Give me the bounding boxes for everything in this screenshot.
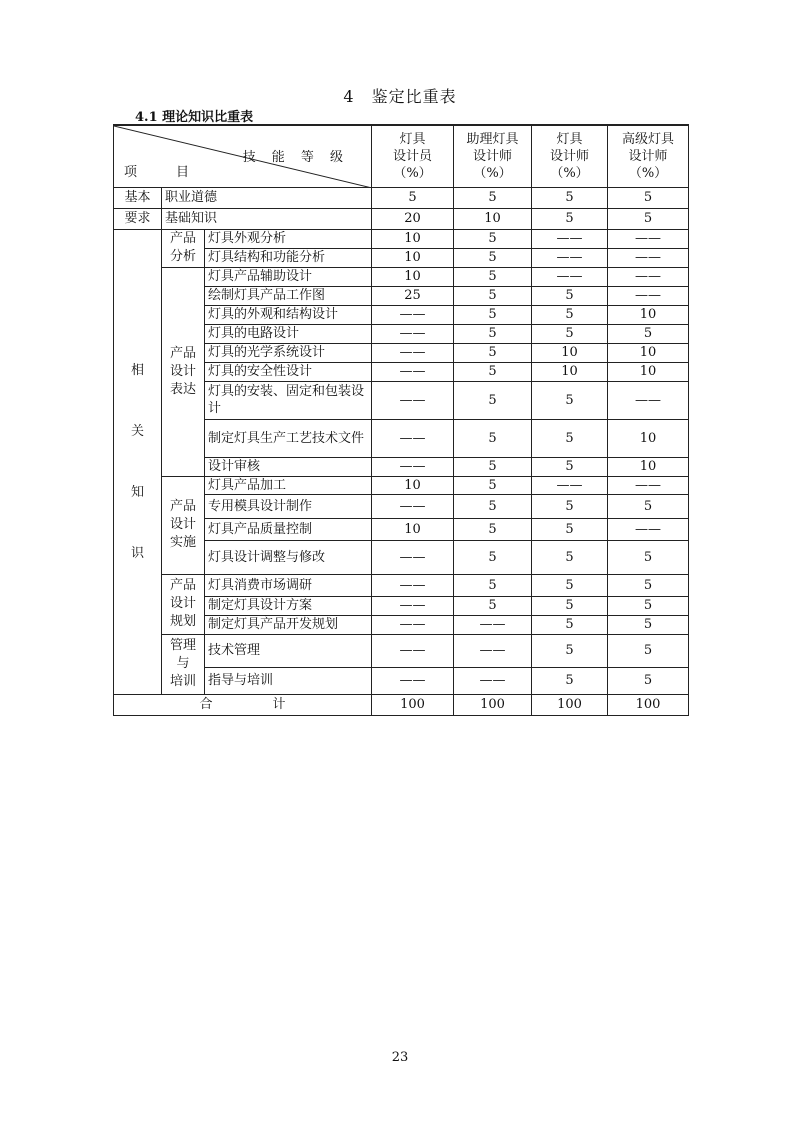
level-line: 设计师 [473, 148, 513, 164]
value-cell: 5 [454, 540, 532, 574]
value-cell: —— [372, 343, 454, 362]
item-label-1: 项 [124, 164, 138, 180]
item-cell: 灯具的电路设计 [205, 324, 372, 343]
item-cell: 制定灯具设计方案 [205, 596, 372, 615]
basic-group-cell: 要求 [114, 208, 162, 229]
value-cell: 10 [608, 457, 689, 476]
value-cell: 10 [372, 476, 454, 494]
section-name-line: 产品 [169, 499, 196, 514]
item-cell: 灯具的光学系统设计 [205, 343, 372, 362]
level-line: （%） [473, 165, 512, 181]
table-row [114, 208, 689, 229]
item-cell: 基础知识 [162, 208, 372, 229]
value-cell: —— [372, 362, 454, 381]
value-cell: 5 [454, 343, 532, 362]
item-cell: 灯具的安装、固定和包装设计 [205, 381, 372, 419]
weight-table [113, 124, 689, 716]
header-corner-cell [114, 125, 372, 187]
header-row [114, 125, 689, 187]
level-line: 灯具 [399, 131, 426, 147]
value-cell: —— [372, 667, 454, 694]
section-name-line: 分析 [169, 249, 196, 264]
item-cell: 灯具的安全性设计 [205, 362, 372, 381]
item-cell: 灯具外观分析 [205, 229, 372, 248]
section-name-line: 设计 [169, 517, 196, 532]
item-cell: 指导与培训 [205, 667, 372, 694]
section-name-cell [162, 267, 205, 476]
value-cell: 5 [454, 457, 532, 476]
section-name-line: 产品 [169, 345, 196, 361]
value-cell: 5 [454, 574, 532, 596]
related-knowledge-label [114, 229, 162, 694]
value-cell: 5 [454, 229, 532, 248]
value-cell: 5 [532, 187, 608, 208]
value-cell: 5 [454, 476, 532, 494]
basic-group-cell: 基本 [114, 187, 162, 208]
value-cell: 5 [454, 494, 532, 518]
item-cell: 灯具产品质量控制 [205, 518, 372, 540]
section-name-cell [162, 634, 205, 694]
section-name-line: 规划 [169, 614, 196, 629]
value-cell: 5 [608, 494, 689, 518]
label-char: 关 [130, 423, 144, 439]
section-name-line: 产品 [169, 231, 196, 246]
value-cell: 5 [454, 286, 532, 305]
value-cell: 10 [372, 229, 454, 248]
total-label-a: 合 [199, 697, 213, 712]
section-name-cell [162, 476, 205, 574]
table-row [114, 634, 689, 667]
item-cell: 绘制灯具产品工作图 [205, 286, 372, 305]
value-cell: 5 [454, 248, 532, 267]
value-cell: 100 [372, 694, 454, 715]
value-cell: 5 [454, 362, 532, 381]
value-cell: 5 [532, 667, 608, 694]
level-line: 设计师 [550, 148, 590, 164]
value-cell: —— [454, 667, 532, 694]
section-name-line: 表达 [169, 381, 196, 397]
value-cell: 5 [608, 540, 689, 574]
value-cell: 5 [608, 208, 689, 229]
value-cell: 10 [372, 248, 454, 267]
level-header [532, 125, 608, 187]
item-cell: 灯具消费市场调研 [205, 574, 372, 596]
value-cell: —— [372, 634, 454, 667]
table-row [114, 476, 689, 494]
value-cell: 5 [608, 324, 689, 343]
value-cell: 100 [532, 694, 608, 715]
item-cell: 技术管理 [205, 634, 372, 667]
section-name-line: 设计 [169, 363, 196, 379]
value-cell: —— [454, 634, 532, 667]
item-cell: 制定灯具产品开发规划 [205, 615, 372, 634]
value-cell: 100 [608, 694, 689, 715]
value-cell: —— [372, 457, 454, 476]
item-cell: 灯具结构和功能分析 [205, 248, 372, 267]
value-cell: 10 [608, 305, 689, 324]
level-header [372, 125, 454, 187]
value-cell: —— [532, 267, 608, 286]
value-cell: 5 [608, 667, 689, 694]
value-cell: 5 [608, 634, 689, 667]
value-cell: —— [372, 305, 454, 324]
table-row [114, 574, 689, 596]
value-cell: 100 [454, 694, 532, 715]
section-name-line: 与 [176, 656, 190, 671]
value-cell: —— [608, 229, 689, 248]
value-cell: 10 [454, 208, 532, 229]
label-char: 知 [130, 484, 144, 500]
value-cell: 5 [454, 324, 532, 343]
value-cell: —— [532, 476, 608, 494]
value-cell: —— [372, 615, 454, 634]
value-cell: 10 [608, 419, 689, 457]
section-name-line: 管理 [169, 638, 196, 653]
total-label [114, 694, 372, 715]
value-cell: —— [608, 267, 689, 286]
level-line: 设计师 [628, 148, 668, 164]
value-cell: 5 [454, 518, 532, 540]
page-number: 23 [391, 1050, 409, 1065]
table-row [114, 267, 689, 286]
value-cell: 5 [532, 494, 608, 518]
value-cell: 5 [532, 305, 608, 324]
value-cell: 5 [608, 187, 689, 208]
level-line: （%） [550, 165, 589, 181]
value-cell: —— [532, 248, 608, 267]
section-name-line: 产品 [169, 578, 196, 593]
label-char: 相 [130, 362, 144, 378]
value-cell: 5 [608, 574, 689, 596]
section-name-cell [162, 229, 205, 267]
value-cell: 5 [532, 518, 608, 540]
value-cell: —— [372, 574, 454, 596]
skill-level-label: 技 能 等 级 [242, 150, 350, 165]
value-cell: 5 [454, 596, 532, 615]
level-header [454, 125, 532, 187]
value-cell: —— [608, 248, 689, 267]
value-cell: 10 [372, 267, 454, 286]
value-cell: 10 [608, 362, 689, 381]
value-cell: —— [372, 419, 454, 457]
value-cell: —— [372, 494, 454, 518]
level-line: 高级灯具 [622, 131, 675, 147]
value-cell: —— [532, 229, 608, 248]
value-cell: 5 [608, 596, 689, 615]
level-line: 灯具 [556, 131, 583, 147]
item-cell: 灯具产品辅助设计 [205, 267, 372, 286]
total-row [114, 694, 689, 715]
section-name-line: 实施 [169, 535, 196, 550]
table-row [114, 229, 689, 248]
value-cell: 5 [532, 324, 608, 343]
value-cell: 5 [454, 381, 532, 419]
level-line: 助理灯具 [466, 131, 519, 147]
value-cell: —— [608, 381, 689, 419]
value-cell: 5 [532, 615, 608, 634]
section-name-line: 培训 [169, 674, 196, 689]
item-cell: 灯具设计调整与修改 [205, 540, 372, 574]
value-cell: 5 [372, 187, 454, 208]
value-cell: 5 [454, 267, 532, 286]
value-cell: —— [608, 476, 689, 494]
value-cell: 10 [532, 362, 608, 381]
value-cell: 5 [532, 419, 608, 457]
value-cell: —— [372, 540, 454, 574]
value-cell: —— [608, 518, 689, 540]
value-cell: 5 [532, 208, 608, 229]
item-cell: 专用模具设计制作 [205, 494, 372, 518]
item-label-2: 目 [176, 164, 190, 180]
value-cell: 5 [454, 419, 532, 457]
value-cell: 5 [532, 634, 608, 667]
level-header [608, 125, 689, 187]
value-cell: —— [608, 286, 689, 305]
value-cell: —— [372, 381, 454, 419]
value-cell: 25 [372, 286, 454, 305]
value-cell: 5 [532, 540, 608, 574]
value-cell: 5 [454, 187, 532, 208]
value-cell: 5 [454, 305, 532, 324]
level-line: 设计员 [393, 148, 433, 164]
item-cell: 灯具的外观和结构设计 [205, 305, 372, 324]
section-name-cell [162, 574, 205, 634]
value-cell: —— [372, 596, 454, 615]
item-cell: 灯具产品加工 [205, 476, 372, 494]
page-title: 4 鉴定比重表 [343, 87, 457, 106]
value-cell: 10 [372, 518, 454, 540]
value-cell: 20 [372, 208, 454, 229]
item-cell: 设计审核 [205, 457, 372, 476]
value-cell: —— [372, 324, 454, 343]
value-cell: 5 [608, 615, 689, 634]
table-row [114, 187, 689, 208]
value-cell: 10 [608, 343, 689, 362]
level-line: （%） [393, 165, 432, 181]
value-cell: 5 [532, 457, 608, 476]
label-char: 识 [130, 545, 144, 561]
value-cell: 5 [532, 596, 608, 615]
section-subtitle: 4.1 理论知识比重表 [135, 110, 254, 125]
item-cell: 制定灯具生产工艺技术文件 [205, 419, 372, 457]
value-cell: 5 [532, 381, 608, 419]
level-line: （%） [628, 165, 668, 181]
value-cell: 10 [532, 343, 608, 362]
total-label-b: 计 [272, 697, 286, 712]
value-cell: 5 [532, 286, 608, 305]
item-cell: 职业道德 [162, 187, 372, 208]
section-name-line: 设计 [169, 596, 196, 611]
value-cell: —— [454, 615, 532, 634]
value-cell: 5 [532, 574, 608, 596]
